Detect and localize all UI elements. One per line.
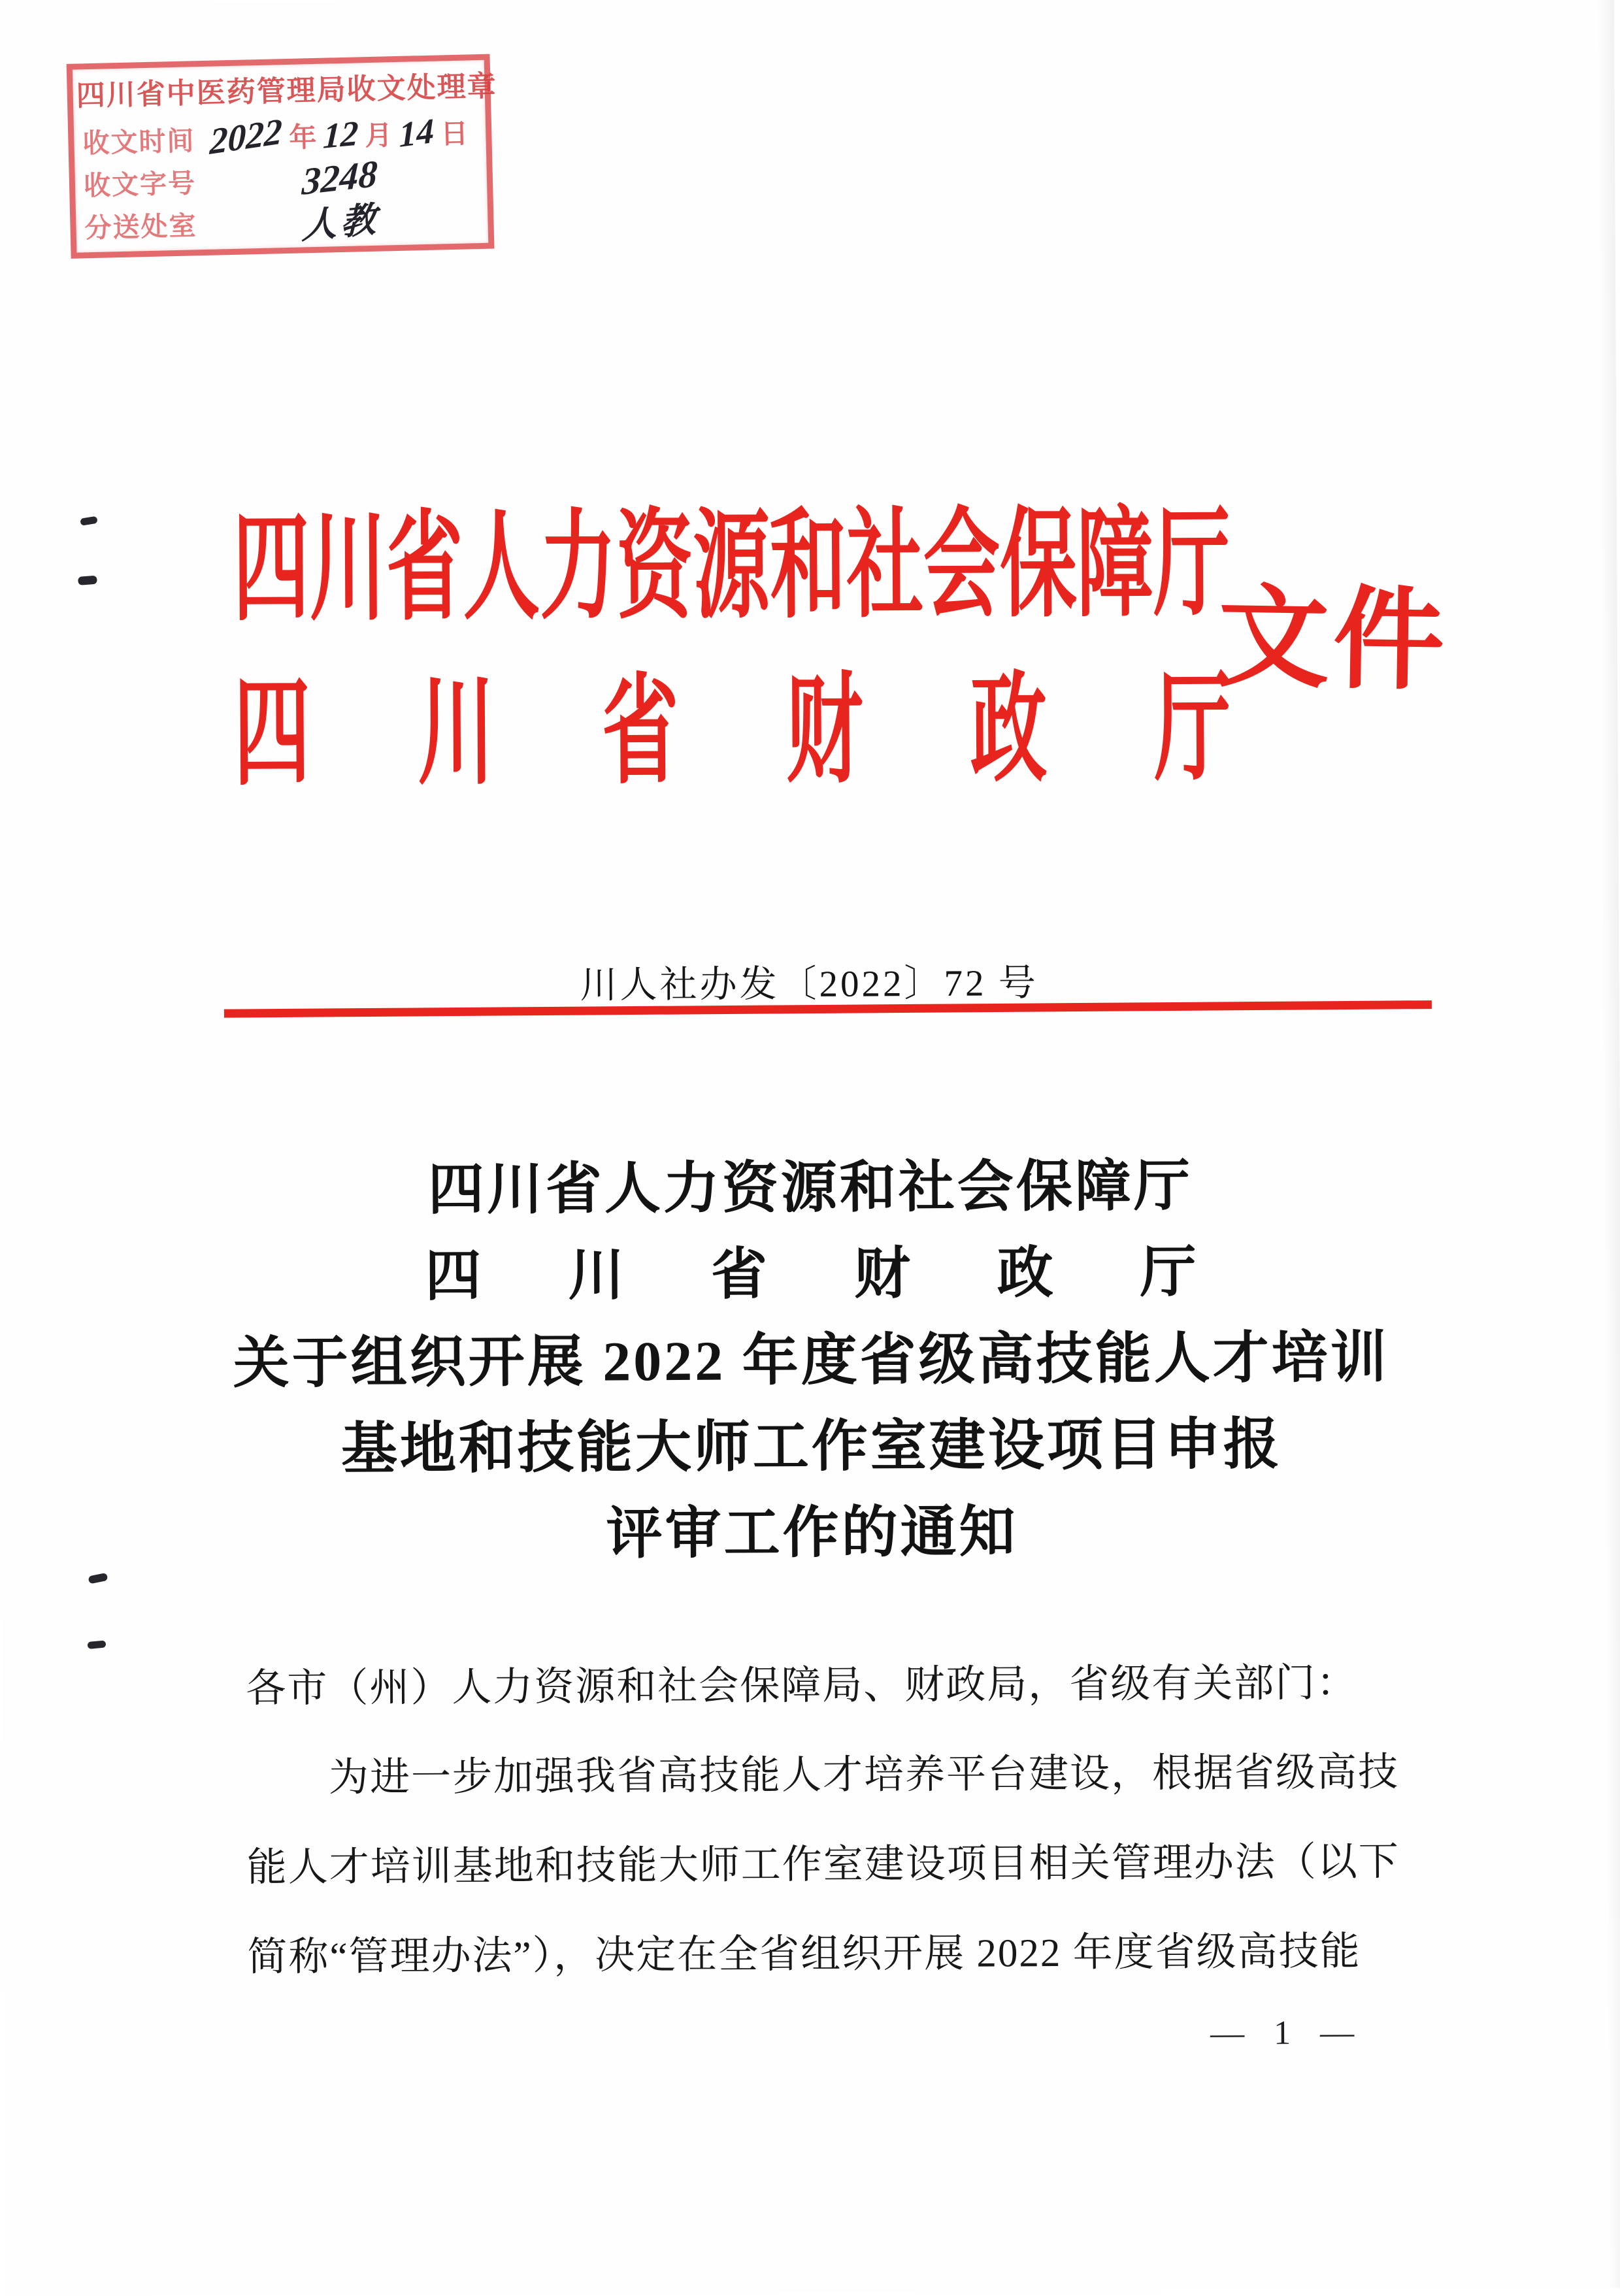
stamp-title: 四川省中医药管理局收文处理章 — [76, 70, 498, 112]
body-paragraph-line3: 简称“管理办法”），决定在全省组织开展 2022 年度省级高技能 — [247, 1929, 1361, 1980]
stamp-label-received-number: 收文字号 — [83, 167, 197, 201]
document-title-line3: 关于组织开展 2022 年度省级高技能人才培训 — [233, 1326, 1389, 1395]
stamp-label-received-time: 收文时间 — [82, 125, 195, 158]
document-title — [0, 1141, 1620, 1581]
reference-number: 川人社办发〔2022〕72 号 — [580, 962, 1038, 1006]
handwritten-year: 2022 — [208, 110, 283, 163]
stamp-routed-office-value — [202, 191, 480, 248]
document-title-line5: 评审工作的通知 — [606, 1500, 1018, 1566]
handwritten-office: 人教 — [301, 199, 380, 246]
document-title-line1: 四川省人力资源和社会保障厅 — [427, 1154, 1193, 1222]
receipt-stamp — [67, 54, 498, 259]
stamp-unit-day: 日 — [440, 119, 469, 150]
body-text — [246, 1638, 1421, 2002]
letterhead-agency-line2: 四川省财政厅 — [233, 663, 1232, 800]
body-paragraph-line1: 为进一步加强我省高技能人才培养平台建设，根据省级高技 — [328, 1750, 1400, 1800]
stamp-unit-year: 年 — [288, 122, 317, 154]
letterhead-doc-word: 文件 — [1217, 577, 1449, 704]
stamp-received-time-value — [200, 110, 478, 163]
body-paragraph-line2: 能人才培训基地和技能大师工作室建设项目相关管理办法（以下 — [246, 1840, 1400, 1890]
stamp-row-routed-office — [84, 197, 480, 245]
ink-artifact — [88, 1640, 107, 1649]
letterhead-agency-line1: 四川省人力资源和社会保障厅 — [232, 499, 1231, 636]
ink-artifact — [78, 576, 97, 585]
handwritten-month: 12 — [322, 113, 359, 156]
handwritten-day: 14 — [398, 110, 435, 155]
stamp-unit-month: 月 — [364, 121, 393, 152]
ink-artifact — [80, 516, 97, 526]
document-title-line4: 基地和技能大师工作室建设项目申报 — [340, 1413, 1283, 1481]
page-number: — 1 — — [1210, 2014, 1365, 2052]
document-title-line2: 四川省财政厅 — [425, 1240, 1197, 1308]
body-salutation: 各市（州）人力资源和社会保障局、财政局，省级有关部门： — [246, 1661, 1358, 1711]
stamp-label-routed-office: 分送处室 — [84, 210, 198, 243]
handwritten-number: 3248 — [301, 151, 378, 203]
